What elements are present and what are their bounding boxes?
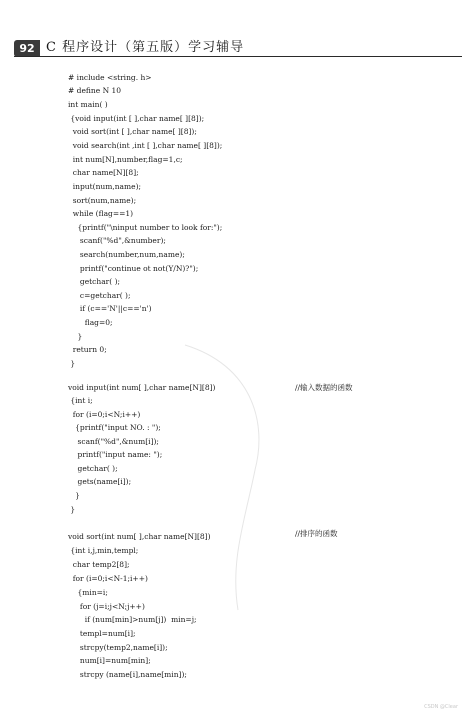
code-line: gets(name[i]); xyxy=(68,477,132,486)
code-line: if (num[min]>num[j]) min=j; xyxy=(68,615,197,624)
code-line: char name[N][8]; xyxy=(68,168,139,177)
code-line: int num[N],number,flag=1,c; xyxy=(68,155,183,164)
code-line: {int i; xyxy=(68,396,93,405)
code-line: void input(int num[ ],char name[N][8]) xyxy=(68,383,216,392)
page-number: 92 xyxy=(14,40,40,57)
code-line: input(num,name); xyxy=(68,182,142,191)
watermark: CSDN @Clear xyxy=(424,704,458,710)
code-line: for (i=0;i<N-1;i++) xyxy=(68,574,148,583)
comment-sort-function: //排序的函数 xyxy=(295,529,338,538)
code-line: {printf("input NO. : "); xyxy=(68,423,161,432)
code-line: scanf("%d",&number); xyxy=(68,236,166,245)
code-line: if (c=='N'||c=='n') xyxy=(68,304,152,313)
code-line: } xyxy=(68,505,76,514)
code-line: } xyxy=(68,359,76,368)
code-line: {min=i; xyxy=(68,588,108,597)
code-line: # define N 10 xyxy=(68,86,122,95)
code-line: # include <string. h> xyxy=(68,73,152,82)
code-line: c=getchar( ); xyxy=(68,291,131,300)
code-line: search(number,num,name); xyxy=(68,250,185,259)
code-line: while (flag==1) xyxy=(68,209,134,218)
code-line: } xyxy=(68,332,83,341)
code-line: num[i]=num[min]; xyxy=(68,656,151,665)
code-line: {void input(int [ ],char name[ ][8]); xyxy=(68,114,205,123)
code-line: printf("input name: "); xyxy=(68,450,163,459)
code-line: {int i,j,min,templ; xyxy=(68,546,139,555)
code-line: void sort(int [ ],char name[ ][8]); xyxy=(68,127,197,136)
code-line: strcpy (name[i],name[min]); xyxy=(68,670,187,679)
code-line: sort(num,name); xyxy=(68,196,137,205)
comment-input-function: //输入数据的函数 xyxy=(295,383,353,392)
code-line: void sort(int num[ ],char name[N][8]) xyxy=(68,532,211,541)
code-line: void search(int ,int [ ],char name[ ][8]); xyxy=(68,141,223,150)
code-line: flag=0; xyxy=(68,318,113,327)
code-line: {printf("\ninput number to look for:"); xyxy=(68,223,223,232)
code-line: printf("continue ot not(Y/N)?"); xyxy=(68,264,199,273)
code-line: } xyxy=(68,491,80,500)
code-line: for (j=i;j<N;j++) xyxy=(68,602,145,611)
code-line: getchar( ); xyxy=(68,464,118,473)
code-line: int main( ) xyxy=(68,100,108,109)
code-line: return 0; xyxy=(68,345,107,354)
code-line: strcpy(temp2,name[i]); xyxy=(68,643,168,652)
code-line: getchar( ); xyxy=(68,277,121,286)
code-line: templ=num[i]; xyxy=(68,629,136,638)
code-line: for (i=0;i<N;i++) xyxy=(68,410,141,419)
code-line: char temp2[8]; xyxy=(68,560,130,569)
running-title: C 程序设计（第五版）学习辅导 xyxy=(46,40,245,55)
code-line: scanf("%d",&num[i]); xyxy=(68,437,159,446)
